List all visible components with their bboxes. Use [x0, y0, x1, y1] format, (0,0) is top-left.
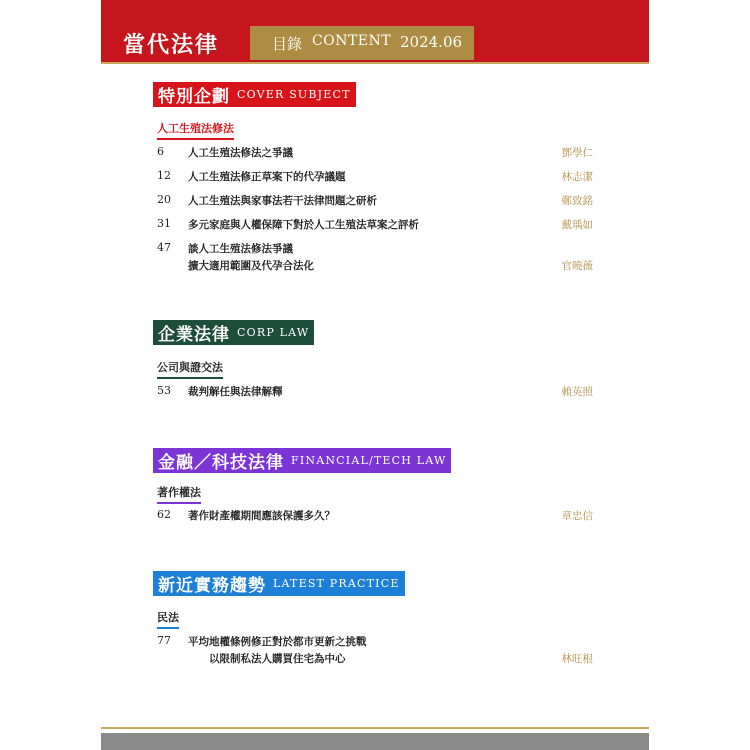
- table-of-contents-page: [101, 0, 649, 750]
- article-title[interactable]: 人工生殖法與家事法若干法律問題之研析: [188, 195, 377, 207]
- toc-entry[interactable]: [157, 169, 593, 187]
- article-title[interactable]: 著作財產權期間應該保護多久？: [188, 510, 335, 522]
- toc-entry[interactable]: [157, 145, 593, 163]
- section-financial-tech-law: [153, 448, 451, 473]
- subcategory-label: 公司與證交法: [157, 359, 223, 379]
- page-number: 47: [157, 241, 171, 254]
- footer-divider: [101, 727, 649, 729]
- section-title-zh: 特別企劃: [158, 87, 230, 107]
- toc-entry[interactable]: [157, 634, 593, 668]
- article-author: 賴英照: [561, 386, 593, 398]
- section-title-en: FINANCIAL/TECH LAW: [291, 454, 447, 467]
- page-number: 53: [157, 384, 171, 397]
- section-title-zh: 企業法律: [158, 325, 230, 345]
- toc-entry[interactable]: [157, 508, 593, 526]
- article-author: 鄭致銘: [561, 195, 593, 207]
- article-title[interactable]: 平均地權條例修正對於都市更新之挑戰: [188, 636, 367, 648]
- section-title-zh: 新近實務趨勢: [158, 576, 266, 596]
- footer-bar: [101, 733, 649, 750]
- page-number: 20: [157, 193, 171, 206]
- subcategory-label: 著作權法: [157, 484, 201, 504]
- article-author: 章忠信: [561, 510, 593, 522]
- toc-entry[interactable]: [157, 193, 593, 211]
- page-number: 77: [157, 634, 171, 647]
- section-title-en: CORP LAW: [237, 326, 310, 339]
- contents-band: [250, 26, 474, 60]
- section-title-en: LATEST PRACTICE: [273, 577, 400, 590]
- section-corp-law: [153, 320, 314, 345]
- page-number: 31: [157, 217, 171, 230]
- contents-label-zh: 目錄: [272, 35, 303, 53]
- header-bar: [101, 0, 649, 62]
- article-author: 林旺根: [561, 653, 593, 665]
- article-title[interactable]: 談人工生殖法修法爭議: [188, 243, 293, 255]
- toc-entry[interactable]: [157, 384, 593, 402]
- section-title-zh: 金融／科技法律: [158, 453, 284, 473]
- article-title[interactable]: 人工生殖法修法之爭議: [188, 147, 293, 159]
- article-author: 鄧學仁: [561, 147, 593, 159]
- article-title-line2[interactable]: 擴大適用範圍及代孕合法化: [188, 260, 314, 272]
- page-number: 62: [157, 508, 171, 521]
- toc-entry[interactable]: [157, 217, 593, 235]
- section-title-en: COVER SUBJECT: [237, 88, 351, 101]
- article-author: 林志潔: [561, 171, 593, 183]
- header-divider: [101, 62, 649, 64]
- issue-date: 2024.06: [400, 33, 463, 51]
- page-number: 6: [157, 145, 164, 158]
- article-title[interactable]: 裁判解任與法律解釋: [188, 386, 283, 398]
- page-number: 12: [157, 169, 171, 182]
- article-author: 官曉薇: [561, 260, 593, 272]
- section-latest-practice: [153, 571, 405, 596]
- subcategory-label: 人工生殖法修法: [157, 120, 234, 140]
- contents-label-en: CONTENT: [312, 33, 392, 49]
- article-author: 戴瑀如: [561, 219, 593, 231]
- subcategory-label: 民法: [157, 609, 179, 629]
- article-title-line2[interactable]: 以限制私法人購買住宅為中心: [209, 653, 346, 665]
- section-cover-subject: [153, 82, 356, 107]
- magazine-title: 當代法律: [123, 32, 220, 58]
- article-title[interactable]: 多元家庭與人權保障下對於人工生殖法草案之評析: [188, 219, 419, 231]
- toc-entry[interactable]: [157, 241, 593, 275]
- article-title[interactable]: 人工生殖法修正草案下的代孕議題: [188, 171, 346, 183]
